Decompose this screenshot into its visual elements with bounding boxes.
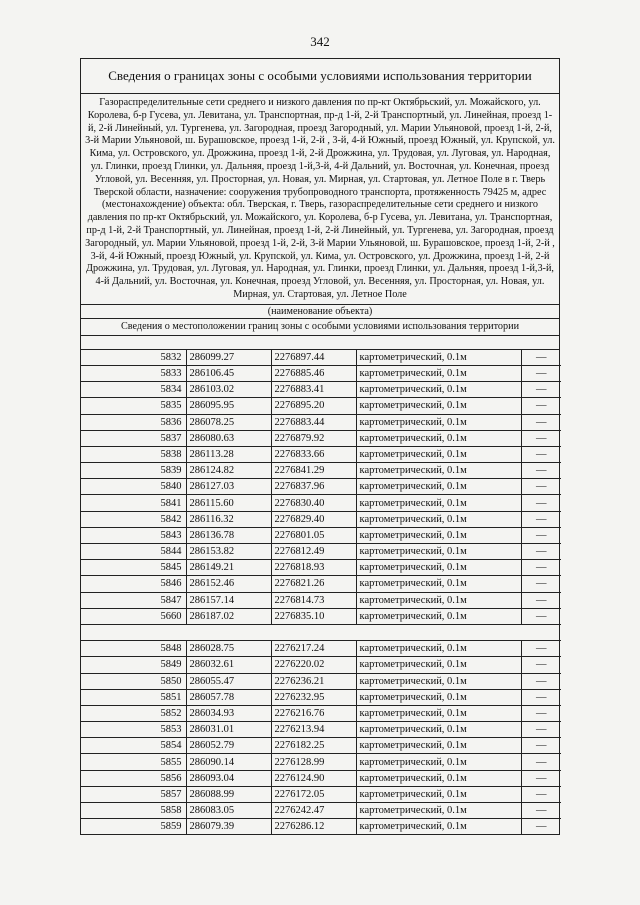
coord-x: 286152.46	[186, 576, 271, 592]
method-accuracy: картометрический, 0.1м	[356, 527, 521, 543]
method-accuracy: картометрический, 0.1м	[356, 398, 521, 414]
table-row	[81, 689, 561, 705]
point-number: 5840	[81, 479, 186, 495]
table-row	[81, 786, 561, 802]
method-accuracy: картометрический, 0.1м	[356, 738, 521, 754]
coord-y: 2276885.46	[271, 365, 356, 381]
coord-y: 2276833.66	[271, 446, 356, 462]
point-number: 5855	[81, 754, 186, 770]
point-number: 5854	[81, 738, 186, 754]
coord-y: 2276829.40	[271, 511, 356, 527]
method-accuracy: картометрический, 0.1м	[356, 463, 521, 479]
description-cell: —	[521, 576, 561, 592]
coord-y: 2276818.93	[271, 560, 356, 576]
section-title: Сведения о границах зоны с особыми условиями использования территории	[81, 59, 559, 94]
coord-x: 286136.78	[186, 527, 271, 543]
coord-x: 286113.28	[186, 446, 271, 462]
coord-y: 2276286.12	[271, 819, 356, 835]
table-row	[81, 350, 561, 366]
description-cell: —	[521, 689, 561, 705]
coord-x: 286055.47	[186, 673, 271, 689]
description-cell: —	[521, 544, 561, 560]
method-accuracy: картометрический, 0.1м	[356, 641, 521, 657]
coord-x: 286034.93	[186, 705, 271, 721]
point-number: 5851	[81, 689, 186, 705]
method-accuracy: картометрический, 0.1м	[356, 430, 521, 446]
coord-x: 286078.25	[186, 414, 271, 430]
point-number: 5850	[81, 673, 186, 689]
point-number: 5838	[81, 446, 186, 462]
coord-x: 286116.32	[186, 511, 271, 527]
coord-y: 2276883.44	[271, 414, 356, 430]
table-row	[81, 511, 561, 527]
coord-y: 2276216.76	[271, 705, 356, 721]
method-accuracy: картометрический, 0.1м	[356, 657, 521, 673]
coord-y: 2276236.21	[271, 673, 356, 689]
coord-y: 2276841.29	[271, 463, 356, 479]
coord-x: 286052.79	[186, 738, 271, 754]
method-accuracy: картометрический, 0.1м	[356, 705, 521, 721]
table-row	[81, 430, 561, 446]
description-cell: —	[521, 803, 561, 819]
separator-cell	[81, 624, 561, 640]
table-row	[81, 657, 561, 673]
point-number: 5843	[81, 527, 186, 543]
coord-x: 286057.78	[186, 689, 271, 705]
method-accuracy: картометрический, 0.1м	[356, 365, 521, 381]
coord-y: 2276812.49	[271, 544, 356, 560]
point-number: 5853	[81, 722, 186, 738]
table-row	[81, 576, 561, 592]
table-row	[81, 673, 561, 689]
point-number: 5845	[81, 560, 186, 576]
table-row	[81, 446, 561, 462]
coord-y: 2276128.99	[271, 754, 356, 770]
coord-y: 2276837.96	[271, 479, 356, 495]
description-cell: —	[521, 754, 561, 770]
coord-x: 286032.61	[186, 657, 271, 673]
point-number: 5859	[81, 819, 186, 835]
header-gap-row	[81, 336, 559, 350]
coord-y: 2276835.10	[271, 608, 356, 624]
point-number: 5832	[81, 350, 186, 366]
coord-y: 2276814.73	[271, 592, 356, 608]
table-row	[81, 398, 561, 414]
point-number: 5844	[81, 544, 186, 560]
description-cell: —	[521, 398, 561, 414]
coord-y: 2276830.40	[271, 495, 356, 511]
coord-x: 286083.05	[186, 803, 271, 819]
coord-y: 2276821.26	[271, 576, 356, 592]
method-accuracy: картометрический, 0.1м	[356, 495, 521, 511]
method-accuracy: картометрический, 0.1м	[356, 803, 521, 819]
coord-x: 286088.99	[186, 786, 271, 802]
description-cell: —	[521, 592, 561, 608]
coord-x: 286115.60	[186, 495, 271, 511]
table-row	[81, 527, 561, 543]
coord-x: 286031.01	[186, 722, 271, 738]
coord-x: 286099.27	[186, 350, 271, 366]
description-cell: —	[521, 673, 561, 689]
coordinates-table	[81, 350, 561, 835]
description-cell: —	[521, 414, 561, 430]
point-number: 5841	[81, 495, 186, 511]
table-row	[81, 803, 561, 819]
description-cell: —	[521, 738, 561, 754]
table-row	[81, 770, 561, 786]
description-cell: —	[521, 722, 561, 738]
coord-y: 2276897.44	[271, 350, 356, 366]
coord-x: 286080.63	[186, 430, 271, 446]
coord-y: 2276879.92	[271, 430, 356, 446]
method-accuracy: картометрический, 0.1м	[356, 786, 521, 802]
table-row	[81, 414, 561, 430]
table-row	[81, 365, 561, 381]
method-accuracy: картометрический, 0.1м	[356, 576, 521, 592]
coord-y: 2276242.47	[271, 803, 356, 819]
point-number: 5856	[81, 770, 186, 786]
point-number: 5846	[81, 576, 186, 592]
description-cell: —	[521, 382, 561, 398]
description-cell: —	[521, 527, 561, 543]
coord-x: 286106.45	[186, 365, 271, 381]
method-accuracy: картометрический, 0.1м	[356, 382, 521, 398]
coord-y: 2276124.90	[271, 770, 356, 786]
coord-y: 2276172.05	[271, 786, 356, 802]
method-accuracy: картометрический, 0.1м	[356, 819, 521, 835]
point-number: 5852	[81, 705, 186, 721]
coord-y: 2276217.24	[271, 641, 356, 657]
coord-x: 286127.03	[186, 479, 271, 495]
point-number: 5849	[81, 657, 186, 673]
table-row	[81, 754, 561, 770]
point-number: 5836	[81, 414, 186, 430]
description-cell: —	[521, 641, 561, 657]
point-number: 5660	[81, 608, 186, 624]
method-accuracy: картометрический, 0.1м	[356, 722, 521, 738]
table-row	[81, 608, 561, 624]
method-accuracy: картометрический, 0.1м	[356, 544, 521, 560]
method-accuracy: картометрический, 0.1м	[356, 770, 521, 786]
description-cell: —	[521, 479, 561, 495]
description-cell: —	[521, 511, 561, 527]
description-cell: —	[521, 770, 561, 786]
description-cell: —	[521, 463, 561, 479]
coord-y: 2276220.02	[271, 657, 356, 673]
table-row	[81, 544, 561, 560]
table-row	[81, 592, 561, 608]
coord-y: 2276801.05	[271, 527, 356, 543]
description-cell: —	[521, 446, 561, 462]
point-number: 5858	[81, 803, 186, 819]
coord-y: 2276182.25	[271, 738, 356, 754]
coord-y: 2276232.95	[271, 689, 356, 705]
coord-x: 286079.39	[186, 819, 271, 835]
group-separator-row	[81, 624, 561, 640]
location-heading: Сведения о местоположении границ зоны с особыми условиями использования территории	[81, 319, 559, 336]
point-number: 5848	[81, 641, 186, 657]
method-accuracy: картометрический, 0.1м	[356, 350, 521, 366]
table-row	[81, 722, 561, 738]
description-cell: —	[536, 821, 547, 833]
page-number: 342	[310, 34, 330, 49]
table-row	[81, 641, 561, 657]
coord-y: 2276883.41	[271, 382, 356, 398]
point-number: 5839	[81, 463, 186, 479]
point-number: 5835	[81, 398, 186, 414]
coord-x: 286028.75	[186, 641, 271, 657]
method-accuracy: картометрический, 0.1м	[356, 414, 521, 430]
description-cell: —	[521, 430, 561, 446]
object-description: Газораспределительные сети среднего и низкого давления по пр-кт Октябрьский, ул. Можайского, ул. Королева, б-р Гусева, ул. Левитана, ул. Транспортная, пр-д 1-й, 2-й Транспортный, ул. Линейная, проезд 1-й, 2-й Линейный, ул. Тургенева, ул. Загородная, проезд Загородный, ул. Марии Ульяновой, проезд 1-й, 2-й, 3-й Марии Ульяновой, ш. Бурашовское, проезд 1-й, 2-й , 3-й, 4-й Южный, проезд Южный, ул. Крупской, ул. Кима, ул. Островского, ул. Дрожжина, проезд 1-й, 2-й Дрожжина, ул. Трудовая, ул. Луговая, ул. Народная, ул. Глинки, проезд Глинки, ул. Дальняя, проезд 1-й,3-й, 4-й Дальний, ул. Восточная, ул. Конечная, проезд Угловой, ул. Весенняя, ул. Просторная, ул. Новая, ул. Мирная, ул. Стартовая, ул. Летное Поле в г. Тверь Тверской области, назначение: сооружения трубопроводного транспорта, протяженность 79425 м, адрес (местонахождение) объекта: обл. Тверская, г. Тверь, газораспределительные сети среднего и низкого давления по пр-кт Октябрьский, ул. Можайского, ул. Королева, б-р Гусева, ул. Левитана, ул. Транспортная, пр-д 1-й, 2-й Транспортный, ул. Линейная, проезд 1-й, 2-й Линейный, ул. Тургенева, ул. Загородная, проезд Загородный, ул. Марии Ульяновой, проезд 1-й, 2-й, 3-й Марии Ульяновой, ш. Бурашовское, проезд 1-й, 2-й , 3-й, 4-й Южный, проезд Южный, ул. Крупской, ул. Кима, ул. Островского, ул. Дрожжина, проезд 1-й, 2-й Дрожжина, ул. Трудовая, ул. Луговая, ул. Народная, ул. Глинки, проезд Глинки, ул. Дальняя, проезд 1-й,3-й, 4-й Дальний, ул. Восточная, ул. Конечная, проезд Угловой, ул. Весенняя, ул. Просторная, ул. Новая, ул. Мирная, ул. Стартовая, ул. Летное Поле	[81, 94, 559, 305]
point-number: 5842	[81, 511, 186, 527]
coord-x: 286157.14	[186, 592, 271, 608]
description-cell: —	[521, 608, 561, 624]
object-caption: (наименование объекта)	[81, 305, 559, 319]
method-accuracy: картометрический, 0.1м	[356, 689, 521, 705]
coord-x: 286093.04	[186, 770, 271, 786]
coord-y: 2276895.20	[271, 398, 356, 414]
table-row	[81, 382, 561, 398]
method-accuracy: картометрический, 0.1м	[356, 608, 521, 624]
method-accuracy: картометрический, 0.1м	[356, 754, 521, 770]
description-cell: —	[521, 350, 561, 366]
description-cell: —	[521, 365, 561, 381]
table-row	[81, 560, 561, 576]
coord-x: 286149.21	[186, 560, 271, 576]
coord-x: 286090.14	[186, 754, 271, 770]
method-accuracy: картометрический, 0.1м	[356, 479, 521, 495]
point-number: 5857	[81, 786, 186, 802]
description-cell: —	[521, 560, 561, 576]
coord-x: 286153.82	[186, 544, 271, 560]
method-accuracy: картометрический, 0.1м	[356, 446, 521, 462]
coord-x: 286187.02	[186, 608, 271, 624]
method-accuracy: картометрический, 0.1м	[356, 592, 521, 608]
table-row	[81, 705, 561, 721]
coord-y: 2276213.94	[271, 722, 356, 738]
coord-x: 286124.82	[186, 463, 271, 479]
description-cell: —	[521, 705, 561, 721]
point-number: 5837	[81, 430, 186, 446]
description-cell: —	[521, 786, 561, 802]
coord-x: 286095.95	[186, 398, 271, 414]
table-row	[81, 495, 561, 511]
table-row	[81, 479, 561, 495]
method-accuracy: картометрический, 0.1м	[356, 560, 521, 576]
table-row	[81, 738, 561, 754]
table-row	[81, 819, 561, 835]
description-cell: —	[521, 657, 561, 673]
method-accuracy: картометрический, 0.1м	[356, 511, 521, 527]
point-number: 5834	[81, 382, 186, 398]
zone-info-table	[80, 58, 560, 835]
description-cell: —	[521, 495, 561, 511]
method-accuracy: картометрический, 0.1м	[356, 673, 521, 689]
point-number: 5833	[81, 365, 186, 381]
coord-x: 286103.02	[186, 382, 271, 398]
point-number: 5847	[81, 592, 186, 608]
table-row	[81, 463, 561, 479]
